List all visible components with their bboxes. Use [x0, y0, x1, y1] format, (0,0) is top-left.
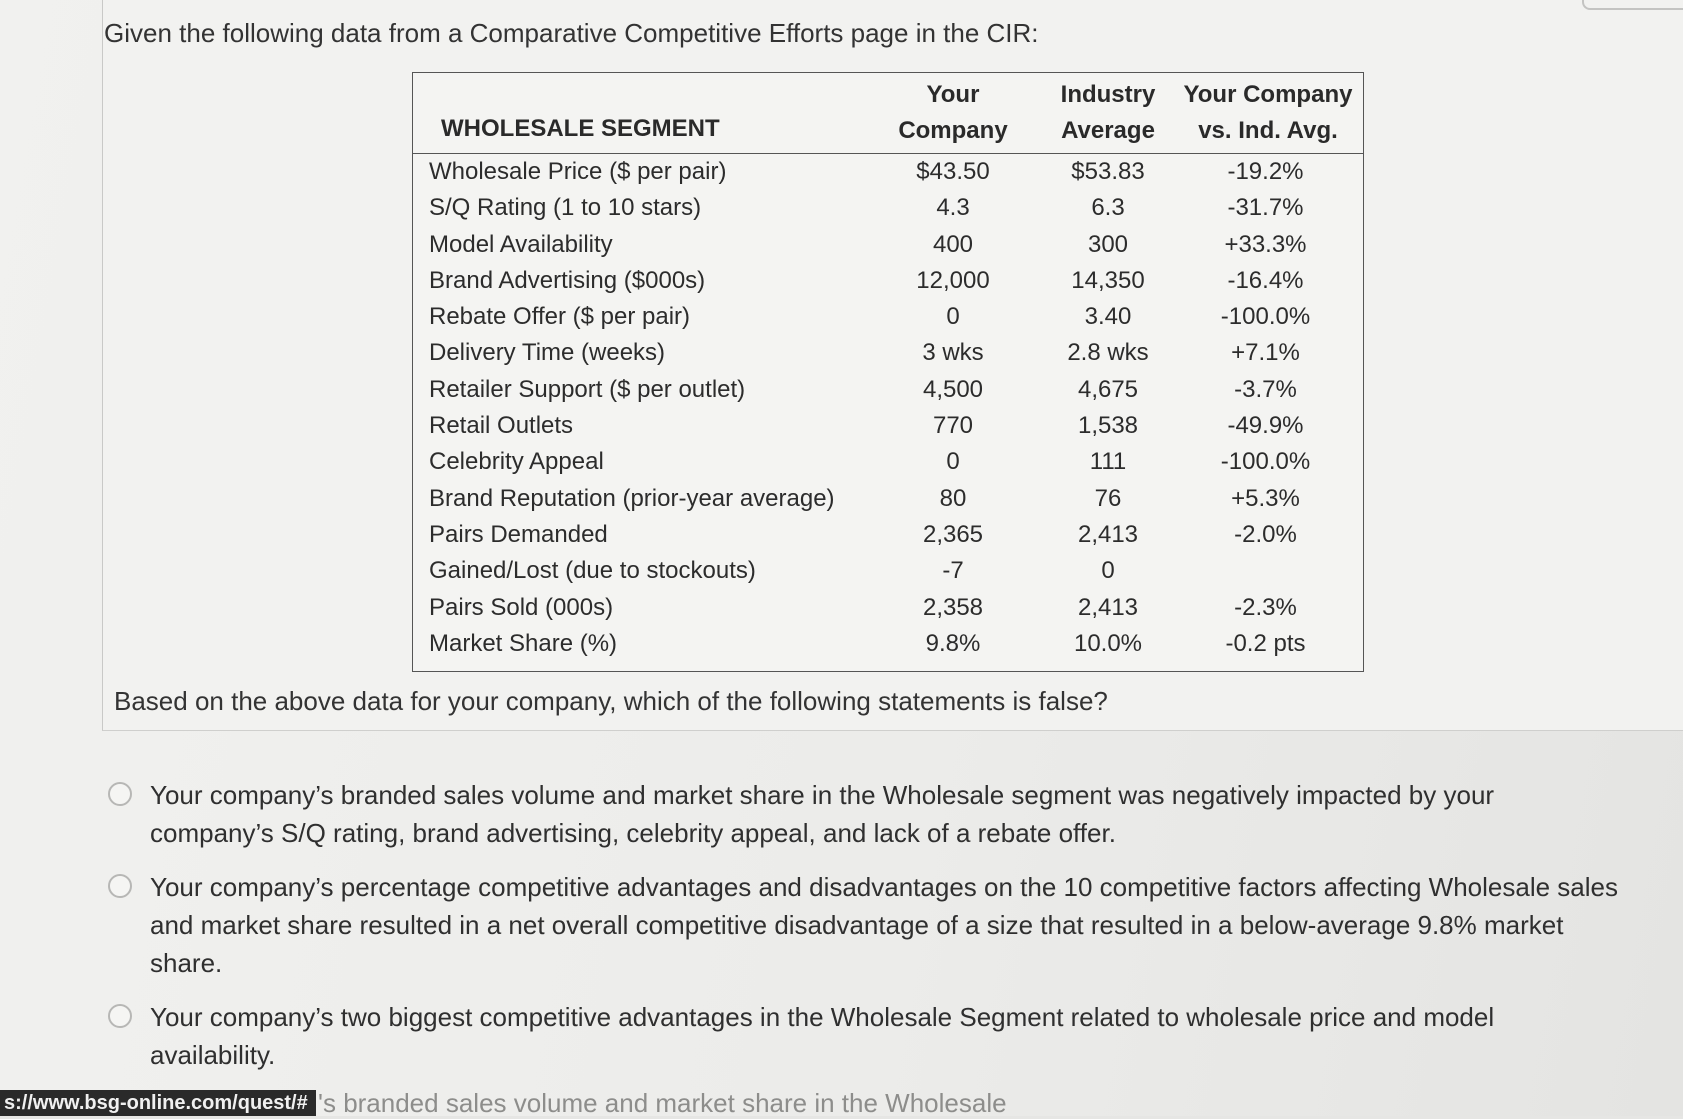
header-industry-average [1033, 77, 1183, 149]
answer-option-text[interactable]: Your company’s two biggest competitive advantages in the Wholesale Segment related to wholesale price and model availability. [150, 1002, 1495, 1070]
vs-industry-value: +5.3% [1231, 484, 1300, 512]
table-row [413, 481, 1363, 517]
header-industry-line2: Average [1061, 117, 1155, 144]
industry-average-value: 2,413 [1077, 520, 1139, 548]
answer-option-text[interactable]: Your company’s branded sales volume and market share in the Wholesale segment was negatively impacted by your company’s S/Q rating, brand advertising, celebrity appeal, and lack of a rebate offer. [150, 780, 1495, 848]
row-label: Gained/Lost (due to stockouts) [429, 557, 756, 585]
your-company-value: 2,358 [922, 593, 984, 621]
table-row [413, 227, 1363, 263]
table-row [413, 517, 1363, 553]
status-url-bar: s://www.bsg-online.com/quest/# [0, 1090, 316, 1116]
vs-industry-value: -16.4% [1227, 266, 1304, 294]
vs-industry-value: -2.3% [1234, 593, 1297, 621]
row-label: S/Q Rating (1 to 10 stars) [429, 194, 702, 222]
vs-industry-value: -31.7% [1227, 194, 1304, 222]
vs-industry-value: -100.0% [1220, 303, 1311, 331]
header-your-company [878, 77, 1028, 149]
industry-average-value: 111 [1089, 448, 1127, 476]
table-row [413, 626, 1363, 662]
industry-average-value: 2,413 [1077, 593, 1139, 621]
answer-option-text[interactable]: Your company’s percentage competitive advantages and disadvantages on the 10 competitive factors affecting Wholesale sales and market share resulted in a net overall competitive disadvantage of a size that resulted in a below-average 9.8% market share. [150, 872, 1618, 978]
industry-average-value: 14,350 [1071, 266, 1145, 294]
vs-industry-value: +33.3% [1224, 230, 1307, 258]
table-row [413, 190, 1363, 226]
header-segment: WHOLESALE SEGMENT [441, 115, 720, 142]
row-label: Brand Reputation (prior-year average) [429, 484, 835, 512]
vs-industry-value: -2.0% [1234, 520, 1297, 548]
industry-average-value: 300 [1087, 230, 1129, 258]
header-industry-line1: Industry [1060, 81, 1156, 108]
header-vs-industry [1173, 77, 1363, 149]
table-row [413, 299, 1363, 335]
row-label: Delivery Time (weeks) [429, 339, 666, 367]
table-row [413, 553, 1363, 589]
your-company-value: 0 [946, 448, 960, 476]
table-body [413, 154, 1363, 662]
vs-industry-value: -100.0% [1220, 448, 1311, 476]
table-header-row [413, 73, 1363, 154]
table-row [413, 154, 1363, 190]
industry-average-value: 3.40 [1084, 303, 1132, 331]
row-label: Celebrity Appeal [429, 448, 604, 476]
intro-text: Given the following data from a Comparative Competitive Efforts page in the CIR: [104, 18, 1039, 48]
status-overlap-text: 's branded sales volume and market share in the Wholesale [318, 1088, 1007, 1118]
table-row [413, 335, 1363, 371]
your-company-value: 2,365 [922, 520, 984, 548]
industry-average-value: 76 [1094, 484, 1122, 512]
header-your-company-line2: Company [898, 117, 1008, 144]
your-company-value: 0 [946, 303, 960, 331]
row-label: Brand Advertising ($000s) [429, 266, 706, 294]
your-company-value: 3 wks [922, 339, 984, 367]
vs-industry-value: -19.2% [1227, 158, 1304, 185]
table-row [413, 263, 1363, 299]
your-company-value: 4.3 [936, 194, 970, 222]
table-row [413, 590, 1363, 626]
table-row [413, 408, 1363, 444]
your-company-value: $43.50 [916, 158, 990, 185]
your-company-value: 12,000 [916, 266, 990, 294]
your-company-value: 4,500 [922, 375, 984, 403]
industry-average-value: 2.8 wks [1067, 339, 1149, 367]
row-label: Wholesale Price ($ per pair) [429, 158, 727, 185]
row-label: Retail Outlets [429, 412, 574, 440]
vs-industry-value: -0.2 pts [1225, 629, 1306, 657]
row-label: Pairs Demanded [429, 520, 608, 548]
row-label: Market Share (%) [429, 629, 618, 657]
row-label: Retailer Support ($ per outlet) [429, 375, 746, 403]
table-row [413, 444, 1363, 480]
table-row [413, 372, 1363, 408]
industry-average-value: $53.83 [1071, 158, 1145, 185]
your-company-value: 400 [932, 230, 974, 258]
header-your-company-line1: Your [926, 81, 980, 108]
vs-industry-value: -3.7% [1234, 375, 1297, 403]
industry-average-value: 0 [1101, 557, 1115, 585]
radio-button[interactable] [108, 1004, 132, 1028]
industry-average-value: 4,675 [1077, 375, 1139, 403]
row-label: Model Availability [429, 230, 613, 258]
industry-average-value: 6.3 [1091, 194, 1125, 222]
industry-average-value: 10.0% [1073, 629, 1143, 657]
row-label: Rebate Offer ($ per pair) [429, 303, 691, 331]
your-company-value: 80 [939, 484, 967, 512]
industry-average-value: 1,538 [1077, 412, 1139, 440]
radio-button[interactable] [108, 782, 132, 806]
your-company-value: 9.8% [925, 629, 981, 657]
header-vs-line1: Your Company [1183, 81, 1353, 108]
radio-button[interactable] [108, 874, 132, 898]
question-text: Based on the above data for your company, which of the following statements is false? [114, 686, 1108, 716]
vs-industry-value: -49.9% [1227, 412, 1304, 440]
your-company-value: 770 [932, 412, 974, 440]
your-company-value: -7 [942, 557, 964, 585]
card-corner [1582, 0, 1683, 10]
row-label: Pairs Sold (000s) [429, 593, 614, 621]
header-vs-line2: vs. Ind. Avg. [1198, 117, 1338, 144]
vs-industry-value: +7.1% [1231, 339, 1300, 367]
cir-data-table [412, 72, 1364, 672]
